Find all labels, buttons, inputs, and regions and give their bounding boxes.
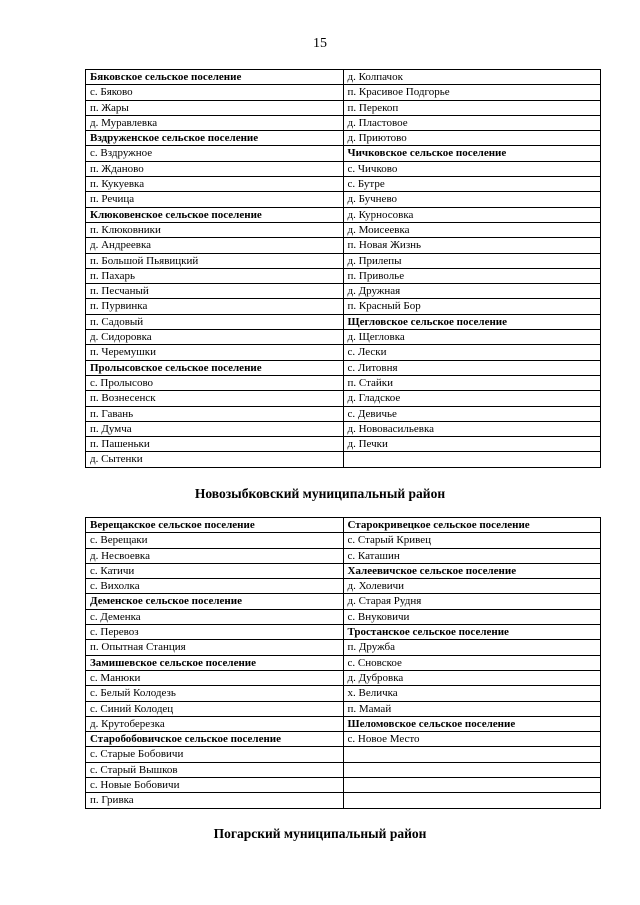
table-row (86, 655, 601, 670)
table-row (86, 762, 601, 777)
settlement-header-cell: Вздруженское сельское поселение (86, 131, 344, 146)
table-row (86, 793, 601, 808)
section-title-pogar: Погарский муниципальный район (213, 826, 427, 841)
table-row (86, 594, 601, 609)
table-row (86, 732, 601, 747)
table-cell: п. Черемушки (86, 345, 344, 360)
table-cell: п. Перекоп (343, 100, 601, 115)
table-cell: х. Величка (343, 686, 601, 701)
table-row (86, 747, 601, 762)
table-row (86, 452, 601, 467)
table-cell: п. Вознесенск (86, 391, 344, 406)
table-cell: д. Приютово (343, 131, 601, 146)
table-cell: п. Красный Бор (343, 299, 601, 314)
table-cell: п. Речица (86, 192, 344, 207)
table-cell: п. Гавань (86, 406, 344, 421)
table-cell: д. Сытенки (86, 452, 344, 467)
table-cell: д. Гладское (343, 391, 601, 406)
table-row (86, 100, 601, 115)
table-cell: с. Бутре (343, 177, 601, 192)
table-cell: п. Песчаный (86, 284, 344, 299)
table-cell: с. Девичье (343, 406, 601, 421)
table-row (86, 222, 601, 237)
table-row (86, 716, 601, 731)
table-cell: п. Дружба (343, 640, 601, 655)
table-cell: п. Большой Пьявицкий (86, 253, 344, 268)
table-row (86, 533, 601, 548)
table-cell: п. Думча (86, 421, 344, 436)
table-row (86, 161, 601, 176)
table-cell: д. Курносовка (343, 207, 601, 222)
table-row (86, 421, 601, 436)
settlement-header-cell: Шеломовское сельское поселение (343, 716, 601, 731)
table-cell: п. Новая Жизнь (343, 238, 601, 253)
table-row (86, 284, 601, 299)
settlement-header-cell: Клюковенское сельское поселение (86, 207, 344, 222)
table-row (86, 299, 601, 314)
table-cell: с. Манюки (86, 670, 344, 685)
table-cell: с. Синий Колодец (86, 701, 344, 716)
table-cell: д. Пластовое (343, 115, 601, 130)
table-row (86, 314, 601, 329)
table-cell: д. Печки (343, 437, 601, 452)
table-cell (343, 778, 601, 793)
section-title-novozybkov: Новозыбковский муниципальный район (194, 486, 446, 501)
table-row (86, 70, 601, 85)
settlement-header-cell: Чичковское сельское поселение (343, 146, 601, 161)
table-cell: с. Новые Бобовичи (86, 778, 344, 793)
table-row (86, 548, 601, 563)
settlement-header-cell: Старокривецкое сельское поселение (343, 518, 601, 533)
table-cell: п. Жданово (86, 161, 344, 176)
table-cell: д. Нововасильевка (343, 421, 601, 436)
table-row (86, 146, 601, 161)
table-cell: с. Перевоз (86, 625, 344, 640)
table-row (86, 85, 601, 100)
table-row (86, 253, 601, 268)
table-cell: п. Пашеньки (86, 437, 344, 452)
settlement-header-cell: Тростанское сельское поселение (343, 625, 601, 640)
table-row (86, 177, 601, 192)
table-cell: д. Старая Рудня (343, 594, 601, 609)
table-cell: п. Стайки (343, 375, 601, 390)
table-row (86, 778, 601, 793)
table-row (86, 207, 601, 222)
table-cell: п. Садовый (86, 314, 344, 329)
table-cell: с. Литовня (343, 360, 601, 375)
table-row (86, 563, 601, 578)
table-cell: п. Пурвинка (86, 299, 344, 314)
table-cell: п. Опытная Станция (86, 640, 344, 655)
table-row (86, 437, 601, 452)
table-cell: д. Андреевка (86, 238, 344, 253)
table-cell: с. Белый Колодезь (86, 686, 344, 701)
table-cell: с. Бяково (86, 85, 344, 100)
settlement-header-cell: Халеевичское сельское поселение (343, 563, 601, 578)
table-row (86, 192, 601, 207)
settlements-table-1 (85, 69, 601, 468)
table-cell: с. Лески (343, 345, 601, 360)
table-cell (343, 452, 601, 467)
table-row (86, 686, 601, 701)
table-row (86, 268, 601, 283)
table-cell: с. Вздружное (86, 146, 344, 161)
table-cell: д. Сидоровка (86, 330, 344, 345)
table-cell: д. Щегловка (343, 330, 601, 345)
table-cell: с. Катичи (86, 563, 344, 578)
table-cell: с. Внуковичи (343, 609, 601, 624)
table-cell: д. Прилепы (343, 253, 601, 268)
table-cell: п. Кукуевка (86, 177, 344, 192)
settlement-header-cell: Пролысовское сельское поселение (86, 360, 344, 375)
table-cell: п. Приволье (343, 268, 601, 283)
table-row (86, 518, 601, 533)
table-cell: п. Пахарь (86, 268, 344, 283)
table-row (86, 406, 601, 421)
table-cell: с. Деменка (86, 609, 344, 624)
table-row (86, 625, 601, 640)
table-cell: д. Дружная (343, 284, 601, 299)
table-row (86, 640, 601, 655)
table-row (86, 701, 601, 716)
table-cell: с. Сновское (343, 655, 601, 670)
table-row (86, 375, 601, 390)
table-cell (343, 762, 601, 777)
table-cell: д. Муравлевка (86, 115, 344, 130)
table-row (86, 115, 601, 130)
table-cell: с. Верещаки (86, 533, 344, 548)
table-cell: д. Несвоевка (86, 548, 344, 563)
page-number: 15 (313, 36, 327, 51)
table-cell: с. Каташин (343, 548, 601, 563)
table-row (86, 330, 601, 345)
table-cell: с. Вихолка (86, 579, 344, 594)
table-row (86, 670, 601, 685)
table-row (86, 131, 601, 146)
table-row (86, 238, 601, 253)
table-cell: д. Крутоберезка (86, 716, 344, 731)
settlement-header-cell: Щегловское сельское поселение (343, 314, 601, 329)
table-cell: с. Старый Кривец (343, 533, 601, 548)
table-cell: с. Пролысово (86, 375, 344, 390)
table-row (86, 609, 601, 624)
table-cell: с. Чичково (343, 161, 601, 176)
settlement-header-cell: Старобобовичское сельское поселение (86, 732, 344, 747)
settlement-header-cell: Замишевское сельское поселение (86, 655, 344, 670)
table-cell (343, 793, 601, 808)
table-row (86, 345, 601, 360)
settlement-header-cell: Бяковское сельское поселение (86, 70, 344, 85)
table-cell: с. Старый Вышков (86, 762, 344, 777)
table-cell (343, 747, 601, 762)
table-cell: п. Красивое Подгорье (343, 85, 601, 100)
table-cell: д. Холевичи (343, 579, 601, 594)
table-cell: д. Дубровка (343, 670, 601, 685)
table-cell: д. Бучнево (343, 192, 601, 207)
table-row (86, 360, 601, 375)
table-cell: с. Старые Бобовичи (86, 747, 344, 762)
table-cell: д. Моисеевка (343, 222, 601, 237)
settlements-table-2 (85, 517, 601, 809)
table-row (86, 391, 601, 406)
table-cell: д. Колпачок (343, 70, 601, 85)
settlement-header-cell: Верещакское сельское поселение (86, 518, 344, 533)
table-cell: п. Жары (86, 100, 344, 115)
table-cell: с. Новое Место (343, 732, 601, 747)
table-cell: п. Клюковники (86, 222, 344, 237)
table-row (86, 579, 601, 594)
table-cell: п. Мамай (343, 701, 601, 716)
settlement-header-cell: Деменское сельское поселение (86, 594, 344, 609)
table-cell: п. Гривка (86, 793, 344, 808)
